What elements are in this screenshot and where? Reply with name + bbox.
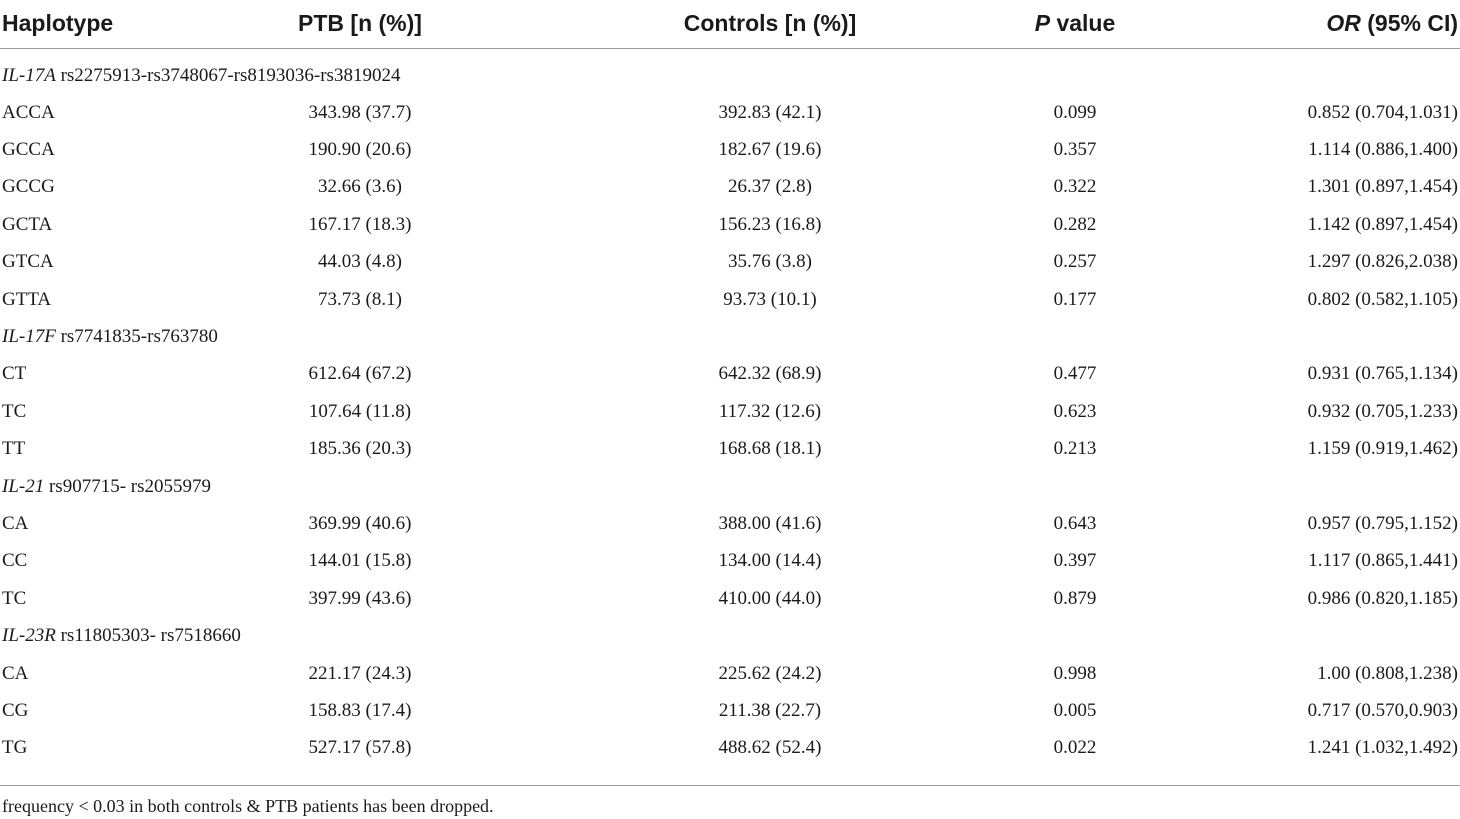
table-row bbox=[0, 655, 1460, 692]
table-row bbox=[0, 244, 1460, 281]
ptb-cell-text: 397.99 (43.6) bbox=[308, 587, 412, 609]
or-ci-cell-text: 1.114 (0.886,1.400) bbox=[1308, 139, 1458, 161]
group-header-row bbox=[0, 49, 1460, 95]
controls-cell bbox=[610, 94, 930, 131]
p-value-cell bbox=[930, 131, 1220, 168]
header-or-ci bbox=[1220, 0, 1460, 49]
haplotype-cell bbox=[0, 244, 170, 281]
controls-cell-text: 488.62 (52.4) bbox=[718, 737, 822, 759]
controls-cell bbox=[610, 131, 930, 168]
snp-list: rs7741835-rs763780 bbox=[55, 326, 218, 348]
snp-list: rs2275913-rs3748067-rs8193036-rs3819024 bbox=[55, 64, 401, 86]
ptb-cell bbox=[170, 206, 610, 243]
haplotype-cell-text: CC bbox=[2, 550, 28, 572]
table-row bbox=[0, 692, 1460, 729]
ptb-cell-text: 144.01 (15.8) bbox=[308, 550, 412, 572]
haplotype-cell-text: TT bbox=[2, 438, 26, 460]
ptb-cell bbox=[170, 94, 610, 131]
header-or-italic: OR bbox=[1326, 9, 1361, 36]
haplotype-cell-text: TG bbox=[2, 737, 28, 759]
p-value-cell bbox=[930, 169, 1220, 206]
table-row bbox=[0, 281, 1460, 318]
haplotype-cell-text: TC bbox=[2, 400, 27, 422]
group-header-cell bbox=[0, 49, 1460, 95]
ptb-cell bbox=[170, 169, 610, 206]
haplotype-cell bbox=[0, 393, 170, 430]
haplotype-cell bbox=[0, 580, 170, 617]
ptb-cell-text: 32.66 (3.6) bbox=[318, 176, 402, 198]
table-footnote: frequency < 0.03 in both controls & PTB patients has been dropped. bbox=[2, 796, 494, 816]
haplotype-cell bbox=[0, 94, 170, 131]
ptb-cell-text: 190.90 (20.6) bbox=[308, 139, 412, 161]
ptb-cell bbox=[170, 356, 610, 393]
haplotype-cell bbox=[0, 431, 170, 468]
p-value-cell bbox=[930, 244, 1220, 281]
header-haplotype: Haplotype bbox=[0, 0, 170, 49]
controls-cell bbox=[610, 543, 930, 580]
ptb-cell bbox=[170, 543, 610, 580]
controls-cell-text: 168.68 (18.1) bbox=[718, 438, 822, 460]
or-ci-cell-text: 0.957 (0.795,1.152) bbox=[1307, 512, 1458, 534]
group-header-cell bbox=[0, 318, 1460, 355]
p-value-cell bbox=[930, 431, 1220, 468]
header-ptb-label: PTB [n (%)] bbox=[298, 9, 422, 36]
table-row bbox=[0, 206, 1460, 243]
group-header-cell bbox=[0, 617, 1460, 654]
or-ci-cell bbox=[1220, 692, 1460, 729]
controls-cell-text: 388.00 (41.6) bbox=[718, 512, 822, 534]
p-value-cell-text: 0.099 bbox=[1053, 101, 1097, 123]
p-value-cell-text: 0.879 bbox=[1053, 587, 1097, 609]
controls-cell bbox=[610, 393, 930, 430]
ptb-cell bbox=[170, 505, 610, 542]
or-ci-cell-text: 0.802 (0.582,1.105) bbox=[1307, 288, 1458, 310]
p-value-cell bbox=[930, 281, 1220, 318]
ptb-cell bbox=[170, 580, 610, 617]
group-header-row bbox=[0, 318, 1460, 355]
haplotype-cell bbox=[0, 543, 170, 580]
controls-cell-text: 642.32 (68.9) bbox=[718, 363, 822, 385]
controls-cell bbox=[610, 730, 930, 767]
p-value-cell bbox=[930, 692, 1220, 729]
controls-cell bbox=[610, 356, 930, 393]
p-value-cell-text: 0.257 bbox=[1053, 251, 1097, 273]
header-p-value bbox=[930, 0, 1220, 49]
gene-name: IL-21 bbox=[2, 475, 45, 497]
or-ci-cell-text: 1.142 (0.897,1.454) bbox=[1307, 213, 1458, 235]
table-row bbox=[0, 543, 1460, 580]
ptb-cell bbox=[170, 655, 610, 692]
snp-list: rs11805303- rs7518660 bbox=[55, 625, 241, 647]
or-ci-cell bbox=[1220, 356, 1460, 393]
controls-cell-text: 117.32 (12.6) bbox=[718, 400, 822, 422]
ptb-cell-text: 44.03 (4.8) bbox=[318, 251, 402, 273]
haplotype-cell bbox=[0, 169, 170, 206]
table-footnote-rule bbox=[0, 785, 1460, 817]
controls-cell bbox=[610, 206, 930, 243]
or-ci-cell bbox=[1220, 94, 1460, 131]
controls-cell-text: 225.62 (24.2) bbox=[718, 662, 822, 684]
or-ci-cell bbox=[1220, 206, 1460, 243]
p-value-cell bbox=[930, 543, 1220, 580]
or-ci-cell-text: 0.852 (0.704,1.031) bbox=[1307, 101, 1458, 123]
haplotype-cell bbox=[0, 692, 170, 729]
p-value-cell bbox=[930, 356, 1220, 393]
p-value-cell-text: 0.643 bbox=[1053, 512, 1097, 534]
haplotype-cell-text: CA bbox=[2, 662, 29, 684]
ptb-cell-text: 167.17 (18.3) bbox=[308, 213, 412, 235]
or-ci-cell-text: 1.241 (1.032,1.492) bbox=[1307, 737, 1458, 759]
ptb-cell-text: 107.64 (11.8) bbox=[308, 400, 412, 422]
controls-cell bbox=[610, 505, 930, 542]
ptb-cell bbox=[170, 692, 610, 729]
haplotype-cell bbox=[0, 356, 170, 393]
table-body bbox=[0, 49, 1460, 768]
p-value-cell-text: 0.005 bbox=[1053, 699, 1097, 721]
gene-name: IL-17F bbox=[2, 326, 56, 348]
p-value-cell-text: 0.322 bbox=[1053, 176, 1097, 198]
haplotype-cell bbox=[0, 131, 170, 168]
or-ci-cell bbox=[1220, 244, 1460, 281]
header-p-rest: value bbox=[1050, 9, 1116, 36]
controls-cell bbox=[610, 431, 930, 468]
controls-cell bbox=[610, 580, 930, 617]
p-value-cell-text: 0.022 bbox=[1053, 737, 1097, 759]
table-row bbox=[0, 169, 1460, 206]
haplotype-cell bbox=[0, 505, 170, 542]
p-value-cell bbox=[930, 393, 1220, 430]
header-ptb bbox=[170, 0, 610, 49]
controls-cell-text: 211.38 (22.7) bbox=[718, 699, 822, 721]
or-ci-cell-text: 0.986 (0.820,1.185) bbox=[1307, 587, 1458, 609]
or-ci-cell bbox=[1220, 131, 1460, 168]
table-row bbox=[0, 505, 1460, 542]
controls-cell bbox=[610, 655, 930, 692]
table-row bbox=[0, 431, 1460, 468]
or-ci-cell bbox=[1220, 169, 1460, 206]
controls-cell-text: 182.67 (19.6) bbox=[718, 139, 822, 161]
haplotype-cell-text: CG bbox=[2, 699, 29, 721]
controls-cell bbox=[610, 169, 930, 206]
p-value-cell-text: 0.477 bbox=[1053, 363, 1097, 385]
or-ci-cell bbox=[1220, 431, 1460, 468]
p-value-cell bbox=[930, 655, 1220, 692]
table-row bbox=[0, 730, 1460, 767]
controls-cell-text: 134.00 (14.4) bbox=[718, 550, 822, 572]
ptb-cell-text: 158.83 (17.4) bbox=[308, 699, 412, 721]
p-value-cell-text: 0.998 bbox=[1053, 662, 1097, 684]
or-ci-cell-text: 1.297 (0.826,2.038) bbox=[1307, 251, 1458, 273]
or-ci-cell bbox=[1220, 393, 1460, 430]
or-ci-cell bbox=[1220, 505, 1460, 542]
or-ci-cell-text: 1.00 (0.808,1.238) bbox=[1317, 662, 1458, 684]
haplotype-cell-text: GCCG bbox=[2, 176, 55, 198]
ptb-cell-text: 369.99 (40.6) bbox=[308, 512, 412, 534]
p-value-cell bbox=[930, 94, 1220, 131]
haplotype-cell bbox=[0, 655, 170, 692]
or-ci-cell bbox=[1220, 580, 1460, 617]
controls-cell bbox=[610, 244, 930, 281]
controls-cell bbox=[610, 281, 930, 318]
ptb-cell-text: 343.98 (37.7) bbox=[308, 101, 412, 123]
snp-list: rs907715- rs2055979 bbox=[44, 475, 212, 497]
table-row bbox=[0, 356, 1460, 393]
ptb-cell-text: 185.36 (20.3) bbox=[308, 438, 412, 460]
p-value-cell bbox=[930, 730, 1220, 767]
ptb-cell-text: 527.17 (57.8) bbox=[308, 737, 412, 759]
gene-name: IL-17A bbox=[2, 64, 56, 86]
haplotype-cell-text: GCTA bbox=[2, 213, 53, 235]
or-ci-cell bbox=[1220, 543, 1460, 580]
p-value-cell bbox=[930, 505, 1220, 542]
p-value-cell-text: 0.282 bbox=[1053, 213, 1097, 235]
haplotype-cell bbox=[0, 206, 170, 243]
or-ci-cell-text: 0.717 (0.570,0.903) bbox=[1307, 699, 1458, 721]
p-value-cell-text: 0.623 bbox=[1053, 400, 1097, 422]
or-ci-cell bbox=[1220, 281, 1460, 318]
or-ci-cell-text: 1.159 (0.919,1.462) bbox=[1307, 438, 1458, 460]
header-row bbox=[0, 0, 1460, 49]
gene-name: IL-23R bbox=[2, 625, 56, 647]
ptb-cell bbox=[170, 244, 610, 281]
or-ci-cell bbox=[1220, 730, 1460, 767]
ptb-cell-text: 73.73 (8.1) bbox=[318, 288, 402, 310]
haplotype-cell-text: GTTA bbox=[2, 288, 52, 310]
controls-cell-text: 392.83 (42.1) bbox=[718, 101, 822, 123]
haplotype-cell bbox=[0, 281, 170, 318]
or-ci-cell-text: 0.932 (0.705,1.233) bbox=[1307, 400, 1458, 422]
ptb-cell bbox=[170, 131, 610, 168]
controls-cell bbox=[610, 692, 930, 729]
p-value-cell bbox=[930, 580, 1220, 617]
haplotype-cell-text: TC bbox=[2, 587, 27, 609]
ptb-cell-text: 612.64 (67.2) bbox=[308, 363, 412, 385]
table-row bbox=[0, 94, 1460, 131]
controls-cell-text: 26.37 (2.8) bbox=[728, 176, 812, 198]
or-ci-cell bbox=[1220, 655, 1460, 692]
p-value-cell-text: 0.177 bbox=[1053, 288, 1097, 310]
controls-cell-text: 35.76 (3.8) bbox=[728, 251, 812, 273]
header-or-rest: (95% CI) bbox=[1360, 9, 1458, 36]
p-value-cell-text: 0.213 bbox=[1053, 438, 1097, 460]
controls-cell-text: 93.73 (10.1) bbox=[723, 288, 817, 310]
haplotype-cell-text: GTCA bbox=[2, 251, 54, 273]
haplotype-cell bbox=[0, 730, 170, 767]
p-value-cell-text: 0.357 bbox=[1053, 139, 1097, 161]
or-ci-cell-text: 1.117 (0.865,1.441) bbox=[1308, 550, 1458, 572]
group-header-cell bbox=[0, 468, 1460, 505]
or-ci-cell-text: 0.931 (0.765,1.134) bbox=[1307, 363, 1458, 385]
table-row bbox=[0, 580, 1460, 617]
ptb-cell bbox=[170, 730, 610, 767]
ptb-cell bbox=[170, 431, 610, 468]
ptb-cell bbox=[170, 393, 610, 430]
haplotype-cell-text: CA bbox=[2, 512, 29, 534]
p-value-cell-text: 0.397 bbox=[1053, 550, 1097, 572]
ptb-cell bbox=[170, 281, 610, 318]
or-ci-cell-text: 1.301 (0.897,1.454) bbox=[1307, 176, 1458, 198]
group-header-row bbox=[0, 617, 1460, 654]
ptb-cell-text: 221.17 (24.3) bbox=[308, 662, 412, 684]
header-controls: Controls [n (%)] bbox=[610, 0, 930, 49]
haplotype-cell-text: CT bbox=[2, 363, 27, 385]
table-row bbox=[0, 393, 1460, 430]
haplotype-cell-text: GCCA bbox=[2, 139, 55, 161]
controls-cell-text: 410.00 (44.0) bbox=[718, 587, 822, 609]
haplotype-cell-text: ACCA bbox=[2, 101, 55, 123]
p-value-cell bbox=[930, 206, 1220, 243]
header-p-italic: P bbox=[1034, 9, 1051, 36]
controls-cell-text: 156.23 (16.8) bbox=[718, 213, 822, 235]
group-header-row bbox=[0, 468, 1460, 505]
table-row bbox=[0, 131, 1460, 168]
